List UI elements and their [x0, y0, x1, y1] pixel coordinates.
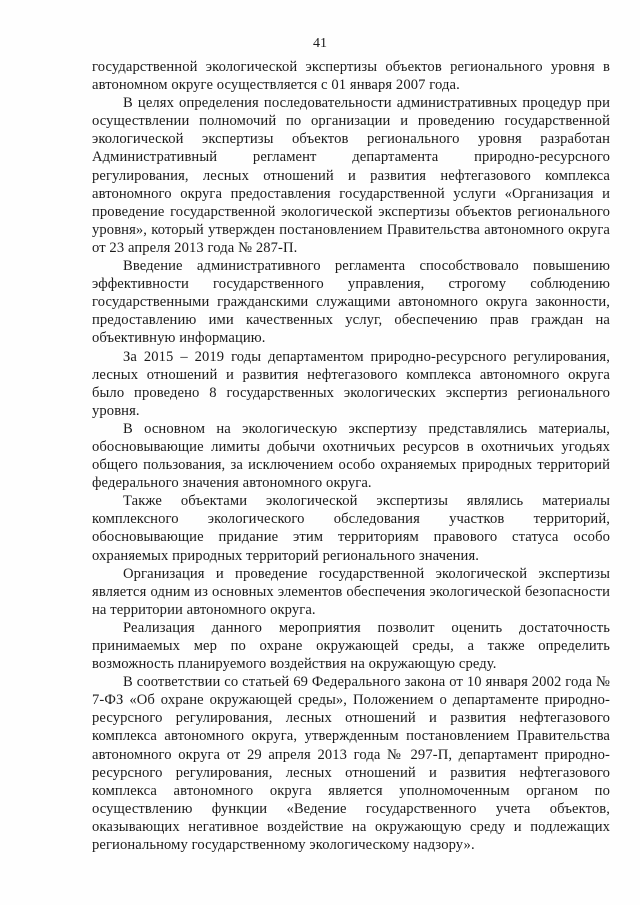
paragraph: Введение административного регламента способствовало повышению эффективности государственного управления, строгому соблюдению государственными гражданскими служащими автономного округа законности, предоставлению ими качественных услуг, обеспечению прав граждан на объективную информацию.	[92, 258, 610, 347]
document-body	[92, 58, 610, 854]
paragraph: Также объектами экологической экспертизы являлись материалы комплексного экологического обследования участков территорий, обосновывающие придание этим территориям правового статуса особо охраняемых природных территорий регионального значения.	[92, 493, 610, 564]
paragraph: За 2015 – 2019 годы департаментом природно-ресурсного регулирования, лесных отношений и развития нефтегазового комплекса автономного округа было проведено 8 государственных экологических экспертиз регионального уровня.	[92, 348, 610, 419]
paragraph: В целях определения последовательности административных процедур при осуществлении полномочий по организации и проведению государственной экологической экспертизы объектов регионального уровня разработан Административный регламент департамента природно-ресурсного регулирования, лесных отношений и развития нефтегазового комплекса автономного округа предоставления государственной услуги «Организация и проведение государственной экологической экспертизы объектов регионального уровня», который утвержден постановлением Правительства автономного округа от 23 апреля 2013 года № 287-П.	[92, 95, 610, 256]
page-number: 41	[313, 36, 327, 51]
paragraph: Реализация данного мероприятия позволит оценить достаточность принимаемых мер по охране окружающей среды, а также определить возможность планируемого воздействия на окружающую среду.	[92, 619, 610, 673]
paragraph: Организация и проведение государственной экологической экспертизы является одним из основных элементов обеспечения экологической безопасности на территории автономного округа.	[92, 565, 610, 618]
paragraph: В основном на экологическую экспертизу представлялись материалы, обосновывающие лимиты добычи охотничьих ресурсов в охотничьих угодьях общего пользования, за исключением особо охраняемых природных территорий федерального значения автономного округа.	[92, 420, 610, 492]
paragraph: государственной экологической экспертизы объектов регионального уровня в автономном округе осуществляется с 01 января 2007 года.	[92, 59, 610, 94]
paragraph: В соответствии со статьей 69 Федерального закона от 10 января 2002 года № 7-ФЗ «Об охране окружающей среды», Положением о департаменте природно-ресурсного регулирования, лесных отношений и развития нефтегазового комплекса автономного округа, утвержденным постановлением Правительства автономного округа от 29 апреля 2013 года № 297-П, департамент природно-ресурсного регулирования, лесных отношений и развития нефтегазового комплекса автономного округа является уполномоченным органом по осуществлению функции «Ведение государственного учета объектов, оказывающих негативное воздействие на окружающую среду и подлежащих региональному государственному экологическому надзору».	[92, 674, 610, 854]
